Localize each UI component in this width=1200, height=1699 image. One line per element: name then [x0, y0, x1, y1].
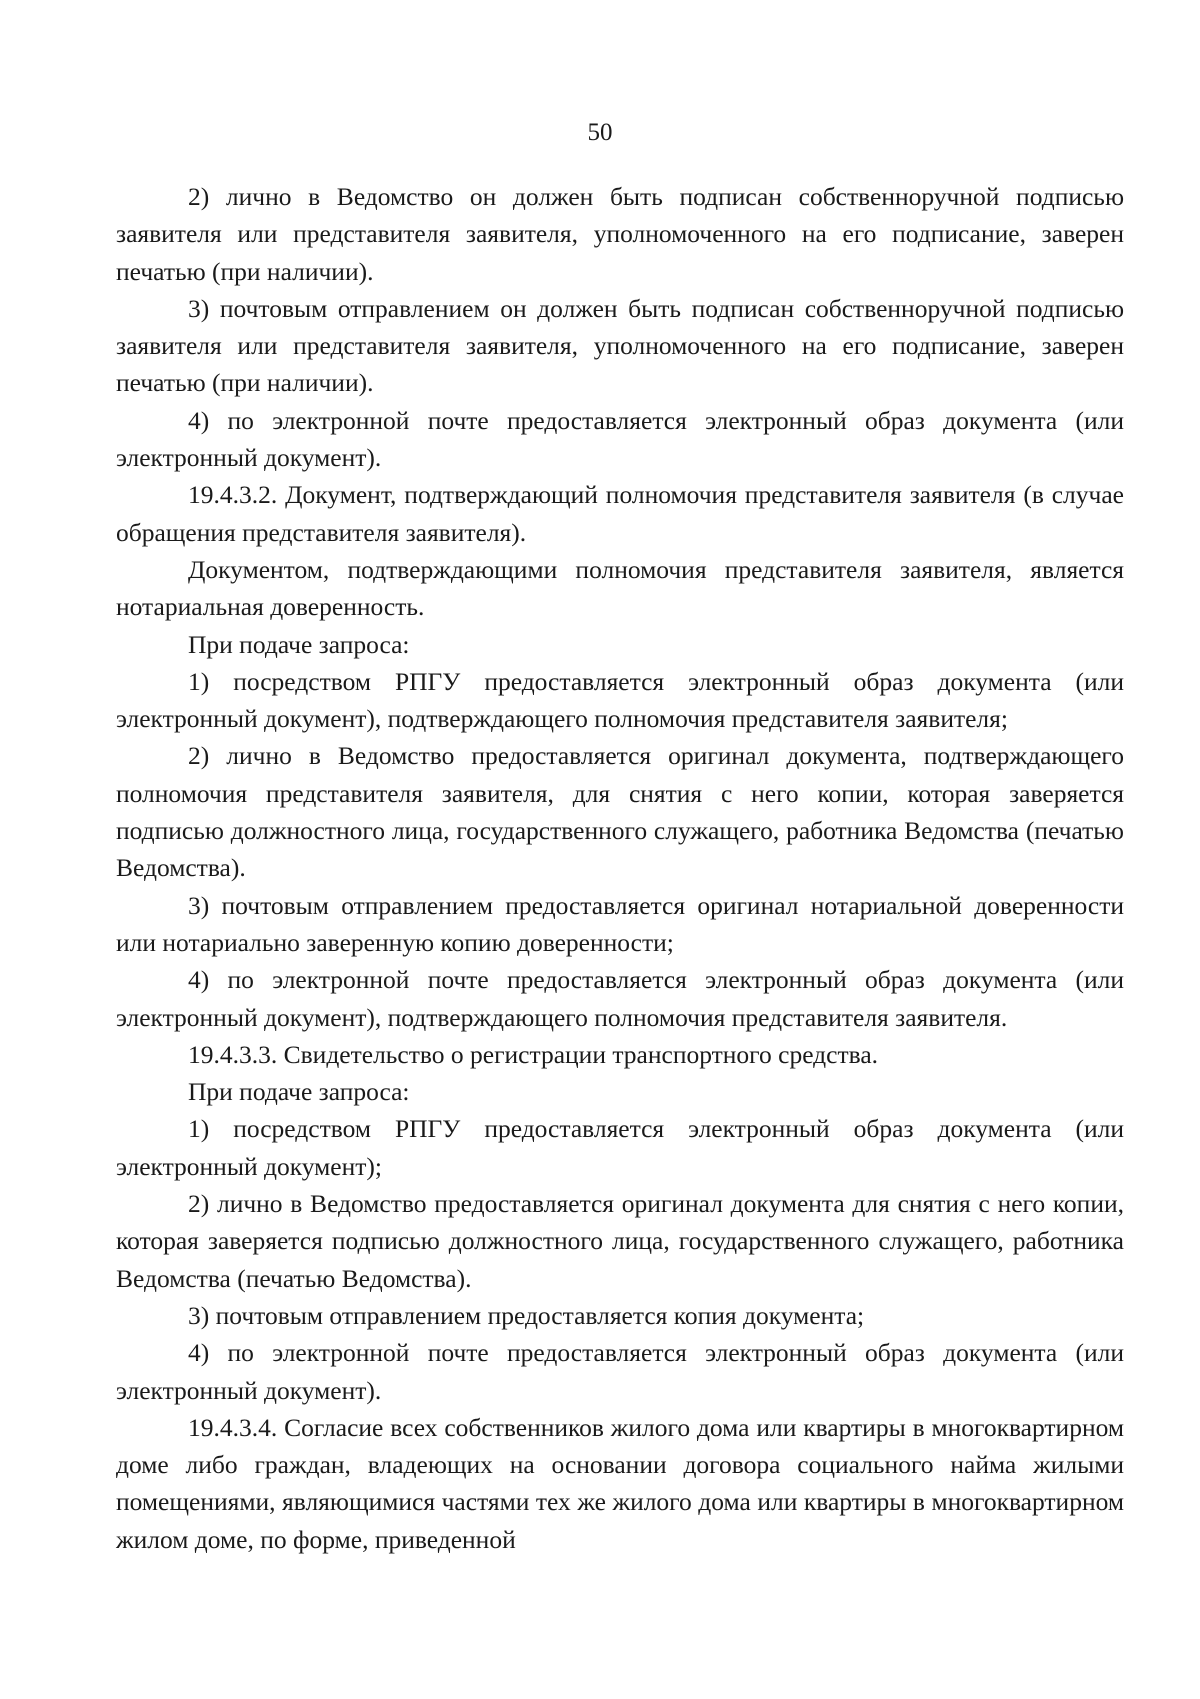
page-number: 50: [587, 119, 613, 146]
paragraph: 19.4.3.2. Документ, подтверждающий полномочия представителя заявителя (в случае обращения представителя заявителя).: [116, 480, 1124, 547]
paragraph: Документом, подтверждающими полномочия представителя заявителя, является нотариальная доверенность.: [116, 554, 1124, 622]
paragraph: 3) почтовым отправлением предоставляется оригинал нотариальной доверенности или нотариально заверенную копию доверенности;: [116, 890, 1124, 957]
paragraph: При подаче запроса:: [188, 1077, 410, 1107]
paragraph: 4) по электронной почте предоставляется электронный образ документа (или электронный документ).: [116, 405, 1124, 473]
paragraph: 1) посредством РПГУ предоставляется электронный образ документа (или электронный документ);: [116, 1114, 1124, 1181]
paragraph: 2) лично в Ведомство предоставляется оригинал документа для снятия с него копии, которая заверяется подписью должностного лица, государственного служащего, работника Ведомства (печатью Ведомства).: [116, 1189, 1124, 1293]
paragraph: 19.4.3.3. Свидетельство о регистрации транспортного средства.: [188, 1039, 879, 1069]
paragraph: При подаче запроса:: [188, 629, 410, 659]
paragraph: 2) лично в Ведомство он должен быть подписан собственноручной подписью заявителя или представителя заявителя, уполномоченного на его подписание, заверен печатью (при наличии).: [116, 182, 1124, 286]
paragraph: 19.4.3.4. Согласие всех собственников жилого дома или квартиры в многоквартирном доме либо граждан, владеющих на основании договора социального найма жилыми помещениями, являющимися частями тех же жилого дома или квартиры в многоквартирном жилом доме, по форме, приведенной: [116, 1412, 1124, 1554]
paragraph: 4) по электронной почте предоставляется электронный образ документа (или электронный документ), подтверждающего полномочия представителя заявителя.: [116, 965, 1124, 1032]
paragraph: 1) посредством РПГУ предоставляется электронный образ документа (или электронный документ), подтверждающего полномочия представителя заявителя;: [116, 666, 1124, 734]
paragraph: 3) почтовым отправлением предоставляется копия документа;: [188, 1300, 865, 1330]
document-body: [116, 178, 1124, 1558]
paragraph: 2) лично в Ведомство предоставляется оригинал документа, подтверждающего полномочия представителя заявителя, для снятия с него копии, которая заверяется подписью должностного лица, государственного служащего, работника Ведомства (печатью Ведомства).: [116, 741, 1124, 883]
paragraph: 3) почтовым отправлением он должен быть подписан собственноручной подписью заявителя или представителя заявителя, уполномоченного на его подписание, заверен печатью (при наличии).: [116, 293, 1124, 398]
paragraph: 4) по электронной почте предоставляется электронный образ документа (или электронный документ).: [116, 1338, 1124, 1405]
